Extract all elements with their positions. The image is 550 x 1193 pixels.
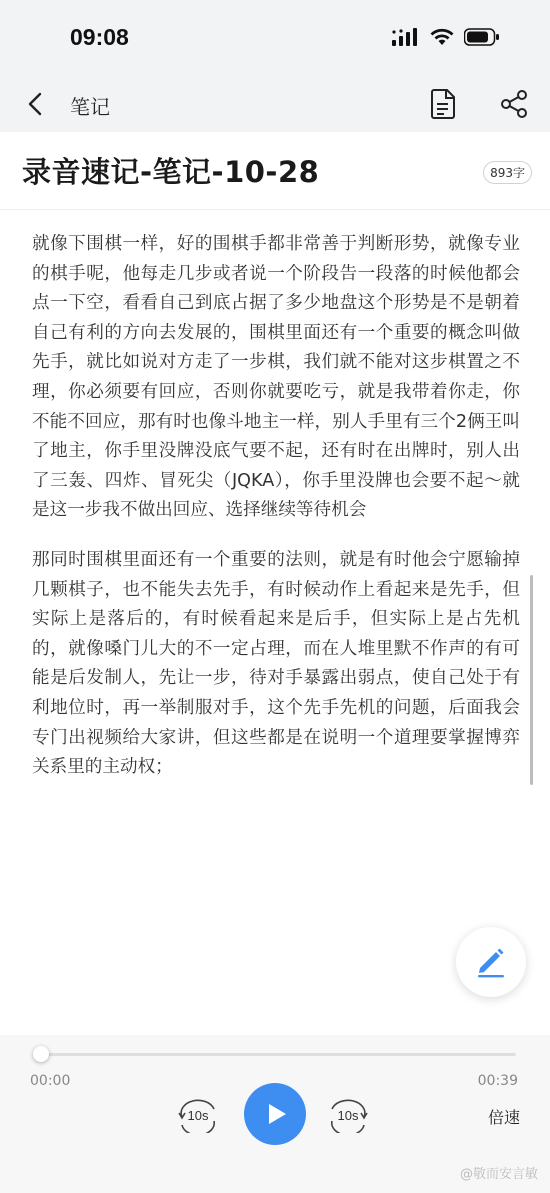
note-title: 录音速记-笔记-10-28 bbox=[22, 155, 320, 189]
nav-bar bbox=[0, 78, 550, 132]
cellular-signal-icon bbox=[392, 28, 420, 46]
pencil-icon bbox=[474, 944, 508, 978]
note-header bbox=[0, 132, 550, 210]
watermark: @敬而安言敏 bbox=[459, 1167, 538, 1182]
skip-forward-10s-button[interactable] bbox=[324, 1097, 372, 1133]
scrollbar[interactable] bbox=[530, 575, 533, 785]
total-time: 00:39 bbox=[477, 1073, 518, 1089]
skip-back-label: 10s bbox=[187, 1108, 209, 1123]
note-body[interactable] bbox=[32, 230, 520, 803]
skip-back-10s-button[interactable] bbox=[174, 1097, 222, 1133]
current-time: 00:00 bbox=[30, 1073, 71, 1089]
note-paragraph[interactable]: 就像下围棋一样，好的围棋手都非常善于判断形势，就像专业的棋手呢，他每走几步或者说一个阶段告一段落的时候他都会点一下空，看看自己到底占据了多少地盘这个形势是不是朝着自己有利的方向去发展的，围棋里面还有一个重要的概念叫做先手，就比如说对方走了一步棋，我们就不能对这步棋置之不理，你必须要有回应，否则你就要吃亏，就是我带着你走，你不能不回应，那有时也像斗地主一样，别人手里有三个2俩王叫了地主，你手里没牌没底气要不起，还有时在出牌时，别人出了三轰、四炸、冒死尖（JQKA），你手里没牌也会要不起～就是这一步我不做出回应、选择继续等待机会 bbox=[32, 234, 520, 521]
document-icon[interactable] bbox=[428, 88, 458, 120]
status-bar bbox=[0, 0, 550, 78]
wifi-icon bbox=[430, 28, 454, 46]
word-count-badge: 893字 bbox=[483, 161, 532, 184]
status-time: 09:08 bbox=[70, 24, 129, 50]
progress-track[interactable] bbox=[38, 1053, 516, 1056]
edit-button[interactable] bbox=[456, 927, 526, 997]
nav-title: 笔记 bbox=[70, 95, 110, 119]
playback-speed-button[interactable]: 倍速 bbox=[488, 1108, 521, 1127]
status-icons bbox=[392, 28, 500, 46]
battery-icon bbox=[464, 28, 500, 46]
play-icon bbox=[266, 1102, 288, 1126]
share-icon[interactable] bbox=[498, 88, 530, 120]
play-button[interactable] bbox=[244, 1083, 306, 1145]
skip-forward-label: 10s bbox=[337, 1108, 359, 1123]
chevron-left-icon[interactable] bbox=[22, 90, 50, 118]
progress-knob[interactable] bbox=[33, 1046, 49, 1062]
note-paragraph[interactable]: 那同时围棋里面还有一个重要的法则，就是有时他会宁愿输掉几颗棋子，也不能失去先手，有时候动作上看起来是先手，但实际上是落后的，有时候看起来是后手，但实际上是占先机的，就像嗓门儿大的不一定占理，而在人堆里默不作声的有可能是后发制人，先让一步，待对手暴露出弱点，使自己处于有利地位时，再一举制服对手，这个先手先机的问题，后面我会专门出视频给大家讲，但这些都是在说明一个道理要掌握博弈关系里的主动权； bbox=[32, 549, 520, 778]
